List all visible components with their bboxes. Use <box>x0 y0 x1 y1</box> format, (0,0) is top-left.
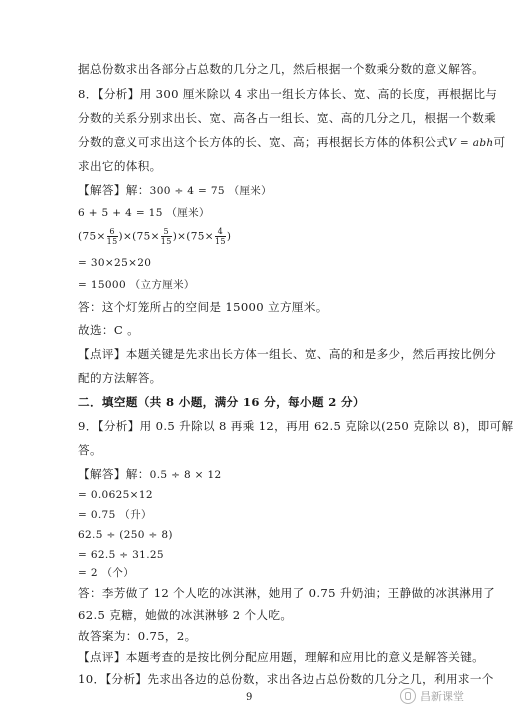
text-line: 【点评】本题考查的是按比例分配应用题，理解和应用比的意义是解答关键。 <box>78 650 485 664</box>
denominator: 15 <box>214 237 226 246</box>
denominator: 15 <box>160 237 172 246</box>
text-line: 故答案为：0.75，2。 <box>78 629 197 643</box>
equation: 6 + 5 + 4 = 15 （厘米） <box>78 207 210 219</box>
answer-label: 【解答】解： <box>78 467 150 481</box>
text-line: 答。 <box>78 443 102 457</box>
text-line: 9．【分析】用 0.5 升除以 8 再乘 12，再用 62.5 克除以(250 克除以 8)，即可解 <box>78 419 513 433</box>
watermark <box>400 688 464 704</box>
numerator: 4 <box>215 227 226 237</box>
text-line: 8．【分析】用 300 厘米除以 4 求出一组长方体长、宽、高的长度，再根据比与 <box>78 87 498 101</box>
text-segment: 可 <box>493 135 506 149</box>
text-line: 据总份数求出各部分占总数的几分之几，然后根据一个数乘分数的意义解答。 <box>78 62 485 76</box>
numerator: 5 <box>161 227 172 237</box>
equation-part: )×(75× <box>118 230 160 243</box>
numerator: 6 <box>107 227 118 237</box>
text-line: 62.5 克糖，她做的冰淇淋够 2 个人吃。 <box>78 608 293 622</box>
equation: 62.5 ÷ (250 ÷ 8) <box>78 529 173 541</box>
text-line: 10．【分析】先求出各边的总份数，求出各边占总份数的几分之几，利用求一个 <box>78 672 494 686</box>
equation-part: ) <box>226 230 232 243</box>
equation: = 0.0625×12 <box>78 489 153 501</box>
text-line: 求出它的体积。 <box>78 159 162 173</box>
equation: = 30×25×20 <box>78 257 152 269</box>
watermark-text: 昌新课堂 <box>420 690 464 703</box>
text-line: 【点评】本题关键是先求出长方体一组长、宽、高的和是多少，然后再按比例分 <box>78 347 497 361</box>
equation: = 2 （个） <box>78 567 135 579</box>
equation: = 0.75 （升） <box>78 509 152 521</box>
page-number: 9 <box>246 692 253 703</box>
equation: = 62.5 ÷ 31.25 <box>78 549 164 561</box>
answer-label: 【解答】解： <box>78 183 150 197</box>
equation: = 15000 （立方厘米） <box>78 279 195 291</box>
equation-part: )×(75× <box>172 230 214 243</box>
text-line: 答：这个灯笼所占的空间是 15000 立方厘米。 <box>78 300 328 314</box>
text-segment: 分数的意义可求出这个长方体的长、宽、高；再根据长方体的体积公式 <box>78 135 449 149</box>
denominator: 15 <box>106 237 118 246</box>
watermark-logo-icon <box>400 688 416 704</box>
equation: 0.5 ÷ 8 × 12 <box>149 469 222 481</box>
text-line: 答：李芳做了 12 个人吃的冰淇淋，她用了 0.75 升奶油；王静做的冰淇淋用了 <box>78 586 496 600</box>
equation: 300 ÷ 4 = 75 （厘米） <box>149 185 272 197</box>
text-line: 分数的关系分别求出长、宽、高各占一组长、宽、高的几分之几，根据一个数乘 <box>78 111 497 125</box>
text-line: 故选：C 。 <box>78 323 140 337</box>
text-line: 配的方法解答。 <box>78 371 162 385</box>
equation-part: (75× <box>78 230 106 243</box>
section-heading: 二．填空题（共 8 小题，满分 16 分，每小题 2 分） <box>78 395 365 409</box>
volume-formula: V = abh <box>448 137 494 149</box>
